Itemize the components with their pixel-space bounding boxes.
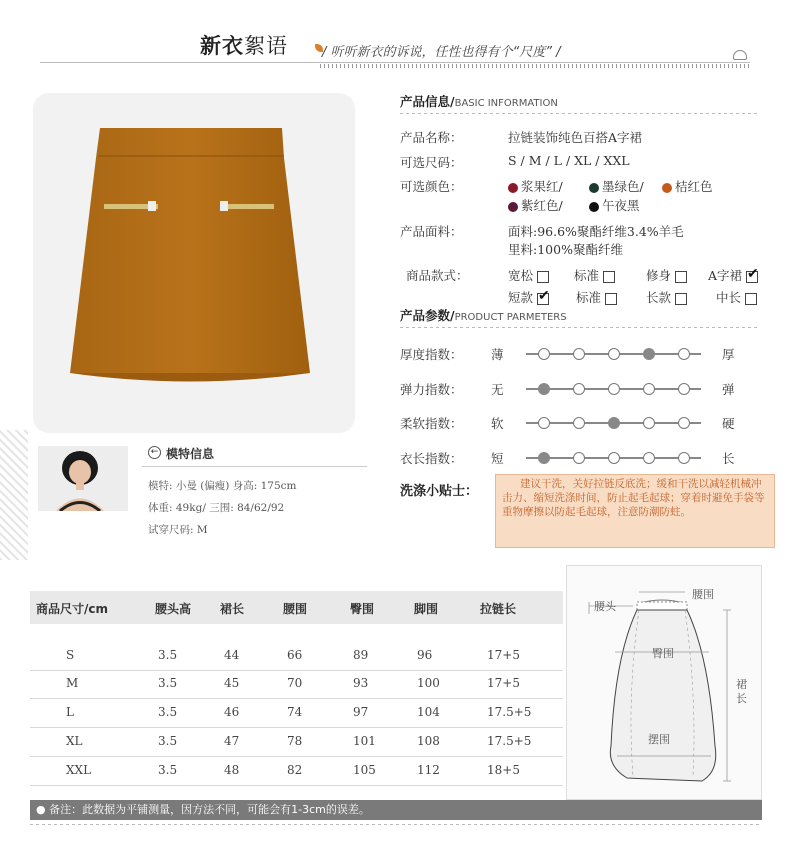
param-marker: [573, 417, 585, 429]
table-cell: 45: [224, 676, 240, 690]
info-icon: ●: [36, 803, 50, 816]
footer-divider: [30, 824, 762, 825]
header-dash-divider: [320, 64, 750, 68]
param-marker: [643, 452, 655, 464]
param-marker: [608, 383, 620, 395]
table-cell: XL: [66, 734, 83, 748]
model-heading: 模特信息: [166, 447, 215, 461]
style-option: 标准: [574, 266, 615, 284]
table-cell: XXL: [66, 763, 92, 777]
checkbox-checked[interactable]: [537, 293, 549, 305]
diagram-hem-label: 摆围: [648, 733, 670, 746]
table-row-divider: [30, 698, 563, 699]
param-marker: [608, 348, 620, 360]
param-marker: [678, 417, 690, 429]
color-option: 紫红色/: [508, 196, 563, 214]
fabric-label: 产品面料：: [400, 224, 463, 239]
header-divider: [40, 62, 750, 63]
style-option: A字裙✔: [708, 266, 758, 284]
table-cell: 3.5: [158, 705, 178, 719]
fabric-line-2: 里料:100%聚酯纤维: [508, 242, 623, 257]
param-left-label: 无: [491, 382, 504, 397]
care-tip-box: [495, 474, 775, 548]
checkbox[interactable]: [605, 293, 617, 305]
params-divider: [400, 327, 760, 328]
table-cell: 93: [353, 676, 369, 690]
table-cell: 17.5+5: [487, 705, 532, 719]
table-cell: 101: [353, 734, 376, 748]
diagram-hip-label: 臀围: [652, 647, 674, 660]
param-marker: [573, 452, 585, 464]
param-marker-selected: [538, 383, 550, 395]
checkbox[interactable]: [745, 293, 757, 305]
param-marker-selected: [608, 417, 620, 429]
diagram-waist-head-label: 腰头: [594, 600, 616, 613]
style-option: 中长: [716, 288, 757, 306]
color-option: 浆果红/: [508, 177, 563, 195]
param-marker: [538, 348, 550, 360]
table-cell: 97: [353, 705, 369, 719]
param-marker: [573, 348, 585, 360]
basic-info-title: 产品信息/BASIC INFORMATION: [400, 94, 558, 109]
table-cell: 70: [287, 676, 303, 690]
table-cell: 44: [224, 648, 240, 662]
model-line-3: 试穿尺码: M: [148, 524, 208, 536]
back-arrow-icon: ←: [148, 446, 161, 459]
param-marker: [678, 348, 690, 360]
color-swatch: [589, 183, 599, 193]
table-cell: 17+5: [487, 648, 520, 662]
param-marker: [643, 383, 655, 395]
table-cell: S: [66, 648, 75, 662]
table-cell: 108: [417, 734, 440, 748]
param-left-label: 薄: [491, 347, 504, 362]
table-cell: 47: [224, 734, 240, 748]
cloud-icon: [733, 50, 747, 60]
color-label: 可选颜色：: [400, 179, 463, 194]
model-divider: [142, 466, 367, 467]
style-option: 长款: [646, 288, 687, 306]
table-cell: 46: [224, 705, 240, 719]
page-subtitle: / 听听新衣的诉说，任性也得有个“尺度” /: [322, 45, 561, 60]
style-option: 宽松: [508, 266, 549, 284]
checkbox[interactable]: [603, 271, 615, 283]
param-marker: [678, 452, 690, 464]
param-marker-selected: [643, 348, 655, 360]
param-marker: [608, 452, 620, 464]
model-line-2: 体重: 49kg/ 三围: 84/62/92: [148, 502, 285, 514]
table-cell: 112: [417, 763, 440, 777]
table-cell: 18+5: [487, 763, 520, 777]
diagram-waist-label: 腰围: [692, 588, 714, 601]
table-cell: 105: [353, 763, 376, 777]
param-left-label: 短: [491, 451, 504, 466]
checkbox-checked[interactable]: [746, 271, 758, 283]
table-cell: L: [66, 705, 74, 719]
table-header-cell: 腰围: [283, 602, 308, 616]
product-name-value: 拉链装饰纯色百搭A字裙: [508, 130, 643, 145]
care-title: 洗涤小贴士：: [400, 484, 479, 499]
color-option: 午夜黑: [589, 196, 640, 214]
param-label: 衣长指数：: [400, 451, 463, 466]
table-header-cell: 裙长: [220, 602, 245, 616]
table-cell: 17+5: [487, 676, 520, 690]
color-option: 墨绿色/: [589, 177, 644, 195]
table-cell: 3.5: [158, 676, 178, 690]
table-cell: 48: [224, 763, 240, 777]
footer-note: ● 备注：此数据为平铺测量，因方法不同，可能会有1-3cm的误差。: [30, 800, 762, 820]
param-label: 弹力指数：: [400, 382, 463, 397]
diagram-length-label: 裙长: [736, 678, 747, 705]
color-swatch: [508, 183, 518, 193]
table-cell: 3.5: [158, 763, 178, 777]
param-label: 柔软指数：: [400, 416, 463, 431]
table-header-cell: 脚围: [414, 602, 439, 616]
table-header-cell: 商品尺寸/cm: [36, 602, 109, 616]
params-title: 产品参数/PRODUCT PARMETERS: [400, 308, 567, 323]
table-cell: 82: [287, 763, 303, 777]
color-swatch: [508, 202, 518, 212]
param-marker: [643, 417, 655, 429]
param-right-label: 硬: [722, 416, 735, 431]
style-label: 商品款式：: [406, 268, 469, 283]
table-header-cell: 腰头高: [155, 602, 192, 616]
care-text: 建议干洗，关好拉链反底洗；缓和干洗以减轻机械冲击力、缩短洗涤时间，防止起毛起球；穿着时避免手袋等重物摩擦以防起毛起球，注意防潮防蛀。: [502, 478, 765, 518]
table-cell: 74: [287, 705, 303, 719]
style-option: 标准: [576, 288, 617, 306]
table-row-divider: [30, 756, 563, 757]
table-cell: 78: [287, 734, 303, 748]
table-header-cell: 拉链长: [480, 602, 517, 616]
table-cell: 17.5+5: [487, 734, 532, 748]
table-cell: 3.5: [158, 734, 178, 748]
table-cell: 66: [287, 648, 303, 662]
checkbox[interactable]: [537, 271, 549, 283]
model-line-1: 模特: 小曼 (偏瘦) 身高: 175cm: [148, 480, 297, 492]
param-marker: [678, 383, 690, 395]
fabric-line-1: 面料:96.6%聚酯纤维3.4%羊毛: [508, 224, 684, 239]
product-name-label: 产品名称：: [400, 130, 463, 145]
param-left-label: 软: [491, 416, 504, 431]
size-label: 可选尺码：: [400, 155, 463, 170]
table-row-divider: [30, 670, 563, 671]
table-row-divider: [30, 785, 563, 786]
style-option: 修身: [646, 266, 687, 284]
color-swatch: [662, 183, 672, 193]
skirt-image: [70, 128, 310, 393]
table-cell: 96: [417, 648, 433, 662]
table-cell: M: [66, 676, 79, 690]
param-marker: [538, 417, 550, 429]
style-option: 短款✔: [508, 288, 549, 306]
page-title: 新衣絮语: [200, 33, 288, 58]
param-marker: [573, 383, 585, 395]
param-right-label: 长: [722, 451, 735, 466]
model-photo: [38, 446, 128, 511]
checkbox[interactable]: [675, 271, 687, 283]
param-marker-selected: [538, 452, 550, 464]
param-right-label: 弹: [722, 382, 735, 397]
color-option: 桔红色: [662, 177, 713, 195]
table-cell: 104: [417, 705, 440, 719]
zigzag-decoration: [0, 430, 28, 560]
size-value: S / M / L / XL / XXL: [508, 153, 630, 168]
param-label: 厚度指数：: [400, 347, 463, 362]
table-cell: 89: [353, 648, 369, 662]
table-cell: 100: [417, 676, 440, 690]
table-cell: 3.5: [158, 648, 178, 662]
checkbox[interactable]: [675, 293, 687, 305]
param-right-label: 厚: [722, 347, 735, 362]
color-swatch: [589, 202, 599, 212]
table-header-cell: 臀围: [350, 602, 375, 616]
basic-info-divider: [400, 113, 760, 114]
table-row-divider: [30, 727, 563, 728]
